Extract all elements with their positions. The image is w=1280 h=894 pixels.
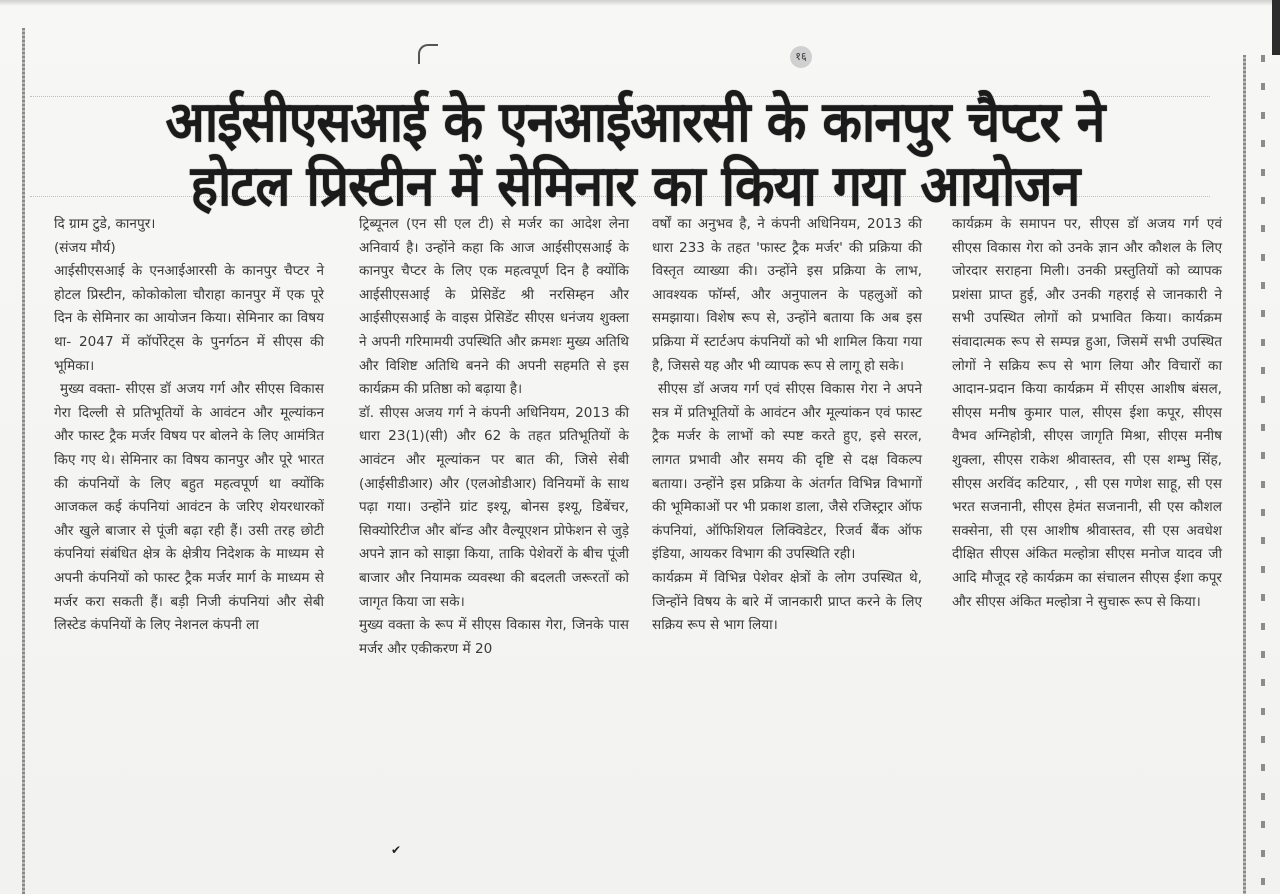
article-column-3 xyxy=(652,213,922,638)
paragraph: आईसीएसआई के एनआईआरसी के कानपुर चैप्टर ने होटल प्रिस्टीन, कोकोकोला चौराहा कानपुर में एक पूरे दिन के सेमिनार का आयोजन किया। सेमिनार का विषय था- 2047 में कॉर्पोरेट्स के पुनर्गठन में सीएस की भूमिका। xyxy=(54,263,324,374)
paragraph: मुख्य वक्ता- सीएस डॉ अजय गर्ग और सीएस विकास गेरा दिल्ली से प्रतिभूतियों के आवंटन और मूल्यांकन और फास्ट ट्रैक मर्जर विषय पर बोलने के लिए आमंत्रित किए गए थे। सेमिनार का विषय कानपुर और पूरे भारत की कंपनियों के लिए बहुत महत्वपूर्ण था क्योंकि आजकल कई कंपनियां आवंटन के जरिए शेयरधारकों और खुले बाजार से पूंजी बढ़ा रही हैं। उसी तरह छोटी कंपनियां संबंधित क्षेत्र के क्षेत्रीय निदेशक के माध्यम से अपनी कंपनियों को फास्ट ट्रैक मर्जर मार्ग के माध्यम से मर्जर करा सकती हैं। बड़ी निजी कंपनियां और सेबी लिस्टेड कंपनियों के लिए नेशनल कंपनी ला xyxy=(54,381,324,634)
article-column-2 xyxy=(359,213,629,661)
paragraph: डॉ. सीएस अजय गर्ग ने कंपनी अधिनियम, 2013 की धारा 23(1)(सी) और 62 के तहत प्रतिभूतियों के आवंटन और मूल्यांकन पर बात की, जिसे सेबी (आईसीडीआर) और (एलओडीआर) विनियमों के साथ पढ़ा गया। उन्होंने ग्रांट इश्यू, बोनस इश्यू, डिबेंचर, सिक्योरिटीज और बॉन्ड और वैल्यूएशन प्रोफेशन से जुड़े अपने ज्ञान को साझा किया, ताकि पेशेवरों के बीच पूंजी बाजार और नियामक व्यवस्था की बदलती जरूरतों को जागृत किया जा सके। xyxy=(359,404,629,610)
headline-line-1: आईसीएसआई के एनआईआरसी के कानपुर चैप्टर ने xyxy=(165,90,1105,156)
headline xyxy=(40,91,1230,219)
article-column-1 xyxy=(54,213,324,638)
paragraph: कार्यक्रम के समापन पर, सीएस डॉ अजय गर्ग एवं सीएस विकास गेरा को उनके ज्ञान और कौशल के लिए जोरदार सराहना मिली। उनकी प्रस्तुतियों को व्यापक प्रशंसा प्राप्त हुई, और उनकी गहराई से जानकारी ने सभी उपस्थित लोगों को प्रभावित किया। कार्यक्रम संवादात्मक रूप से सम्पन्न हुआ, जिसमें सभी उपस्थित लोगों ने सक्रिय रूप से भाग लिया और विचारों का आदान-प्रदान किया कार्यक्रम में सीएस आशीष बंसल, सीएस मनीष कुमार पाल, सीएस ईशा कपूर, सीएस वैभव अग्निहोत्री, सीएस जागृति मिश्रा, सीएस मनीष शुक्ला, सीएस राकेश श्रीवास्तव, सी एस शम्भु सिंह, सीएस अरविंद कटियार, , सी एस गणेश साहू, सी एस भरत सजनानी, सीएस हेमंत सजनानी, सी एस कौशल सक्सेना, सी एस आशीष श्रीवास्तव, सी एस अवधेश दीक्षित सीएस अंकित मल्होत्रा सीएस मनोज यादव जी आदि मौजूद रहे कार्यक्रम का संचालन सीएस ईशा कपूर और सीएस अंकित मल्होत्रा ने सुचारू रूप से किया। xyxy=(952,216,1222,610)
right-column-rule xyxy=(1243,55,1246,894)
paragraph: सीएस डॉ अजय गर्ग एवं सीएस विकास गेरा ने अपने सत्र में प्रतिभूतियों के आवंटन और मूल्यांकन एवं फास्ट ट्रैक मर्जर के लाभों को स्पष्ट करते हुए, इसे सरल, लागत प्रभावी और समय की दृष्टि से दक्ष विकल्प बताया। उन्होंने इस प्रक्रिया के अंतर्गत विभिन्न विभागों की भूमिकाओं पर भी प्रकाश डाला, जैसे रजिस्ट्रार ऑफ कंपनियां, ऑफिशियल लिक्विडेटर, रिजर्व बैंक ऑफ इंडिया, आयकर विभाग की उपस्थिति रही। xyxy=(652,381,922,563)
pen-mark xyxy=(418,44,438,64)
scan-edge xyxy=(1272,0,1280,55)
pen-tick-mark: ✔ xyxy=(391,843,402,857)
paragraph: ट्रिब्यूनल (एन सी एल टी) से मर्जर का आदेश लेना अनिवार्य है। उन्होंने कहा कि आज आईसीएसआई के कानपुर चैप्टर के लिए एक महत्वपूर्ण दिन है क्योंकि आईसीएसआई के प्रेसिडेंट श्री नरसिम्हन और आईसीएसआई के वाइस प्रेसिडेंट सीएस धनंजय शुक्ला ने अपनी गरिमामयी उपस्थिति और क्रमशः मुख्य अतिथि और विशिष्ट अतिथि बनने की अपनी सहमति से इस कार्यक्रम की प्रतिष्ठा को बढ़ाया है। xyxy=(359,216,629,398)
scan-top-shadow xyxy=(0,0,1280,6)
paragraph: मुख्य वक्ता के रूप में सीएस विकास गेरा, जिनके पास मर्जर और एकीकरण में 20 xyxy=(359,617,629,657)
left-column-rule xyxy=(22,28,25,894)
article-column-4 xyxy=(952,213,1222,614)
page-number-stamp: १६ xyxy=(790,46,812,68)
paragraph: वर्षों का अनुभव है, ने कंपनी अधिनियम, 2013 की धारा 233 के तहत 'फास्ट ट्रैक मर्जर' की प्रक्रिया की विस्तृत व्याख्या की। उन्होंने इस प्रक्रिया के लाभ, आवश्यक फॉर्म्स, और अनुपालन के पहलुओं को समझाया। विशेष रूप से, उन्होंने बताया कि अब इस प्रक्रिया में स्टार्टअप कंपनियों को भी शामिल किया गया है, जिससे यह और भी व्यापक रूप से लागू हो सके। xyxy=(652,216,922,374)
headline-line-2: होटल प्रिस्टीन में सेमिनार का किया गया आयोजन xyxy=(190,154,1080,220)
adjacent-article-fragments xyxy=(1256,55,1270,885)
paragraph: कार्यक्रम में विभिन्न पेशेवर क्षेत्रों के लोग उपस्थित थे, जिन्होंने विषय के बारे में जानकारी प्राप्त करने के लिए सक्रिय रूप से भाग लिया। xyxy=(652,569,922,634)
dateline: दि ग्राम टुडे, कानपुर। xyxy=(54,216,156,232)
article-body xyxy=(54,213,1234,888)
byline: (संजय मौर्य) xyxy=(54,239,116,256)
